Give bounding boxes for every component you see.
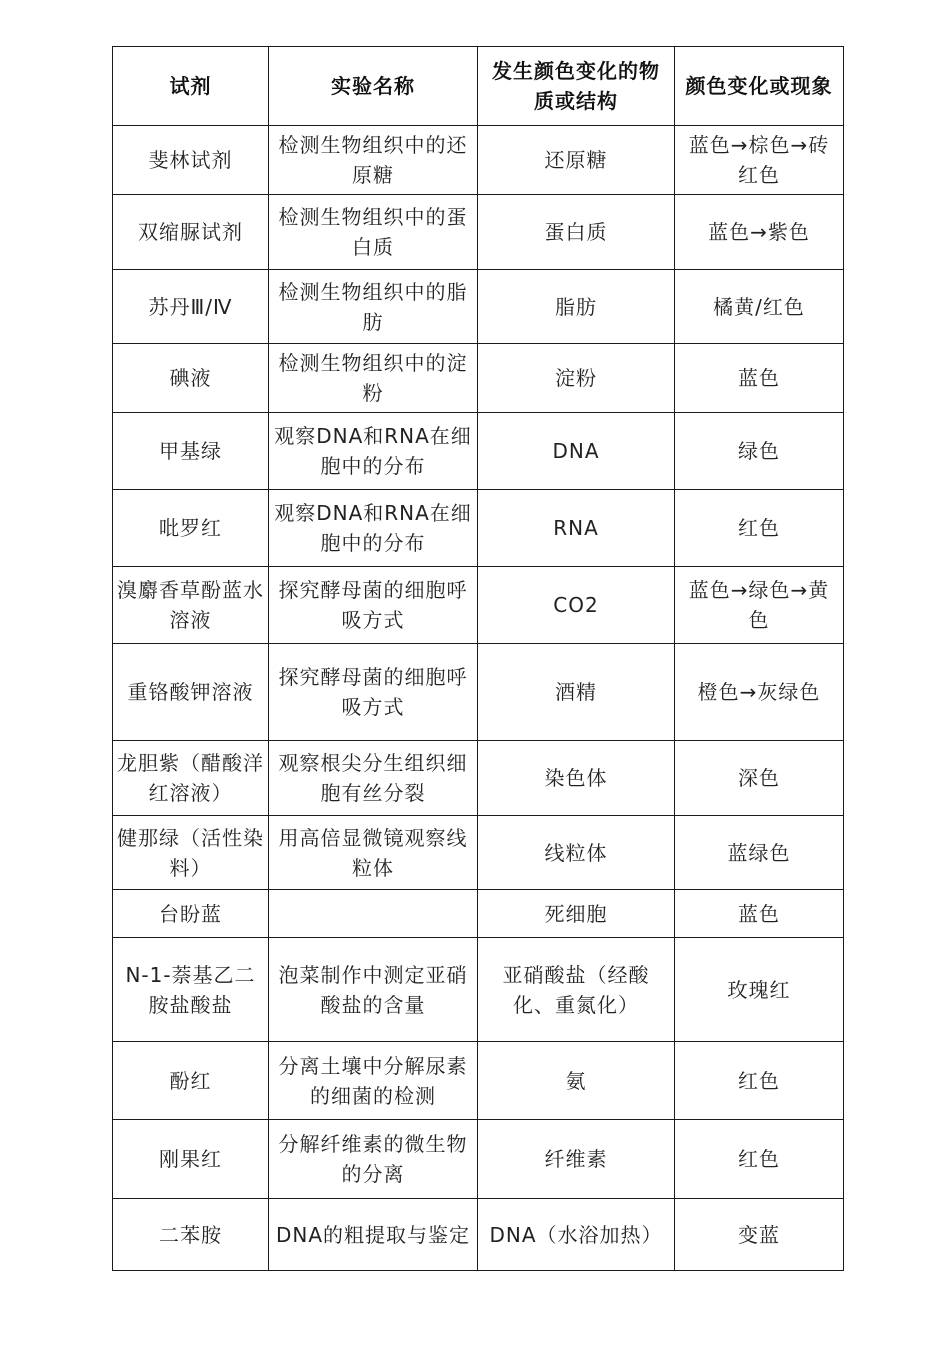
cell-substance: 纤维素 xyxy=(478,1120,675,1199)
cell-substance: DNA（水浴加热） xyxy=(478,1199,675,1271)
cell-experiment: 用高倍显微镜观察线粒体 xyxy=(269,816,478,890)
table-row xyxy=(113,270,844,344)
table-row xyxy=(113,344,844,413)
cell-substance: DNA xyxy=(478,413,675,490)
table-row xyxy=(113,1120,844,1199)
cell-phenomenon: 蓝色→棕色→砖红色 xyxy=(675,126,844,195)
header-experiment: 实验名称 xyxy=(269,47,478,126)
cell-substance: 脂肪 xyxy=(478,270,675,344)
cell-phenomenon: 蓝色→紫色 xyxy=(675,195,844,270)
table-row xyxy=(113,938,844,1042)
header-reagent: 试剂 xyxy=(113,47,269,126)
table-row xyxy=(113,890,844,938)
cell-experiment: 探究酵母菌的细胞呼吸方式 xyxy=(269,567,478,644)
header-substance: 发生颜色变化的物质或结构 xyxy=(478,47,675,126)
cell-reagent: 二苯胺 xyxy=(113,1199,269,1271)
cell-phenomenon: 红色 xyxy=(675,1120,844,1199)
cell-phenomenon: 变蓝 xyxy=(675,1199,844,1271)
cell-experiment: 观察DNA和RNA在细胞中的分布 xyxy=(269,413,478,490)
cell-substance: 酒精 xyxy=(478,644,675,741)
cell-phenomenon: 橙色→灰绿色 xyxy=(675,644,844,741)
cell-reagent: 酚红 xyxy=(113,1042,269,1120)
cell-reagent: 碘液 xyxy=(113,344,269,413)
cell-experiment: DNA的粗提取与鉴定 xyxy=(269,1199,478,1271)
cell-reagent: 龙胆紫（醋酸洋红溶液） xyxy=(113,741,269,816)
cell-substance: 还原糖 xyxy=(478,126,675,195)
cell-experiment: 泡菜制作中测定亚硝酸盐的含量 xyxy=(269,938,478,1042)
cell-phenomenon: 深色 xyxy=(675,741,844,816)
cell-experiment: 分解纤维素的微生物的分离 xyxy=(269,1120,478,1199)
cell-substance: CO2 xyxy=(478,567,675,644)
cell-phenomenon: 蓝色→绿色→黄色 xyxy=(675,567,844,644)
cell-reagent: 苏丹Ⅲ/Ⅳ xyxy=(113,270,269,344)
cell-phenomenon: 橘黄/红色 xyxy=(675,270,844,344)
cell-substance: RNA xyxy=(478,490,675,567)
cell-reagent: 刚果红 xyxy=(113,1120,269,1199)
cell-experiment: 分离土壤中分解尿素的细菌的检测 xyxy=(269,1042,478,1120)
cell-substance: 淀粉 xyxy=(478,344,675,413)
cell-substance: 染色体 xyxy=(478,741,675,816)
cell-experiment: 检测生物组织中的淀粉 xyxy=(269,344,478,413)
cell-phenomenon: 蓝色 xyxy=(675,890,844,938)
cell-reagent: 重铬酸钾溶液 xyxy=(113,644,269,741)
cell-reagent: 吡罗红 xyxy=(113,490,269,567)
cell-experiment: 观察根尖分生组织细胞有丝分裂 xyxy=(269,741,478,816)
cell-phenomenon: 绿色 xyxy=(675,413,844,490)
cell-phenomenon: 玫瑰红 xyxy=(675,938,844,1042)
cell-substance: 蛋白质 xyxy=(478,195,675,270)
cell-reagent: 双缩脲试剂 xyxy=(113,195,269,270)
cell-phenomenon: 蓝绿色 xyxy=(675,816,844,890)
table-row xyxy=(113,1199,844,1271)
cell-experiment: 探究酵母菌的细胞呼吸方式 xyxy=(269,644,478,741)
header-row xyxy=(113,47,844,126)
table-row xyxy=(113,644,844,741)
cell-phenomenon: 红色 xyxy=(675,490,844,567)
cell-substance: 亚硝酸盐（经酸化、重氮化） xyxy=(478,938,675,1042)
cell-experiment: 检测生物组织中的还原糖 xyxy=(269,126,478,195)
table-row xyxy=(113,490,844,567)
cell-substance: 氨 xyxy=(478,1042,675,1120)
header-phenomenon: 颜色变化或现象 xyxy=(675,47,844,126)
cell-experiment: 检测生物组织中的蛋白质 xyxy=(269,195,478,270)
cell-phenomenon: 红色 xyxy=(675,1042,844,1120)
table-row xyxy=(113,567,844,644)
cell-phenomenon: 蓝色 xyxy=(675,344,844,413)
cell-reagent: 甲基绿 xyxy=(113,413,269,490)
cell-substance: 死细胞 xyxy=(478,890,675,938)
cell-reagent: N-1-萘基乙二胺盐酸盐 xyxy=(113,938,269,1042)
cell-experiment xyxy=(269,890,478,938)
table-row xyxy=(113,816,844,890)
cell-experiment: 观察DNA和RNA在细胞中的分布 xyxy=(269,490,478,567)
table-row xyxy=(113,126,844,195)
cell-reagent: 台盼蓝 xyxy=(113,890,269,938)
table-row xyxy=(113,195,844,270)
reagent-table xyxy=(112,46,844,1271)
table-row xyxy=(113,741,844,816)
cell-reagent: 溴麝香草酚蓝水溶液 xyxy=(113,567,269,644)
cell-reagent: 健那绿（活性染料） xyxy=(113,816,269,890)
cell-experiment: 检测生物组织中的脂肪 xyxy=(269,270,478,344)
table-row xyxy=(113,413,844,490)
table-row xyxy=(113,1042,844,1120)
cell-substance: 线粒体 xyxy=(478,816,675,890)
cell-reagent: 斐林试剂 xyxy=(113,126,269,195)
